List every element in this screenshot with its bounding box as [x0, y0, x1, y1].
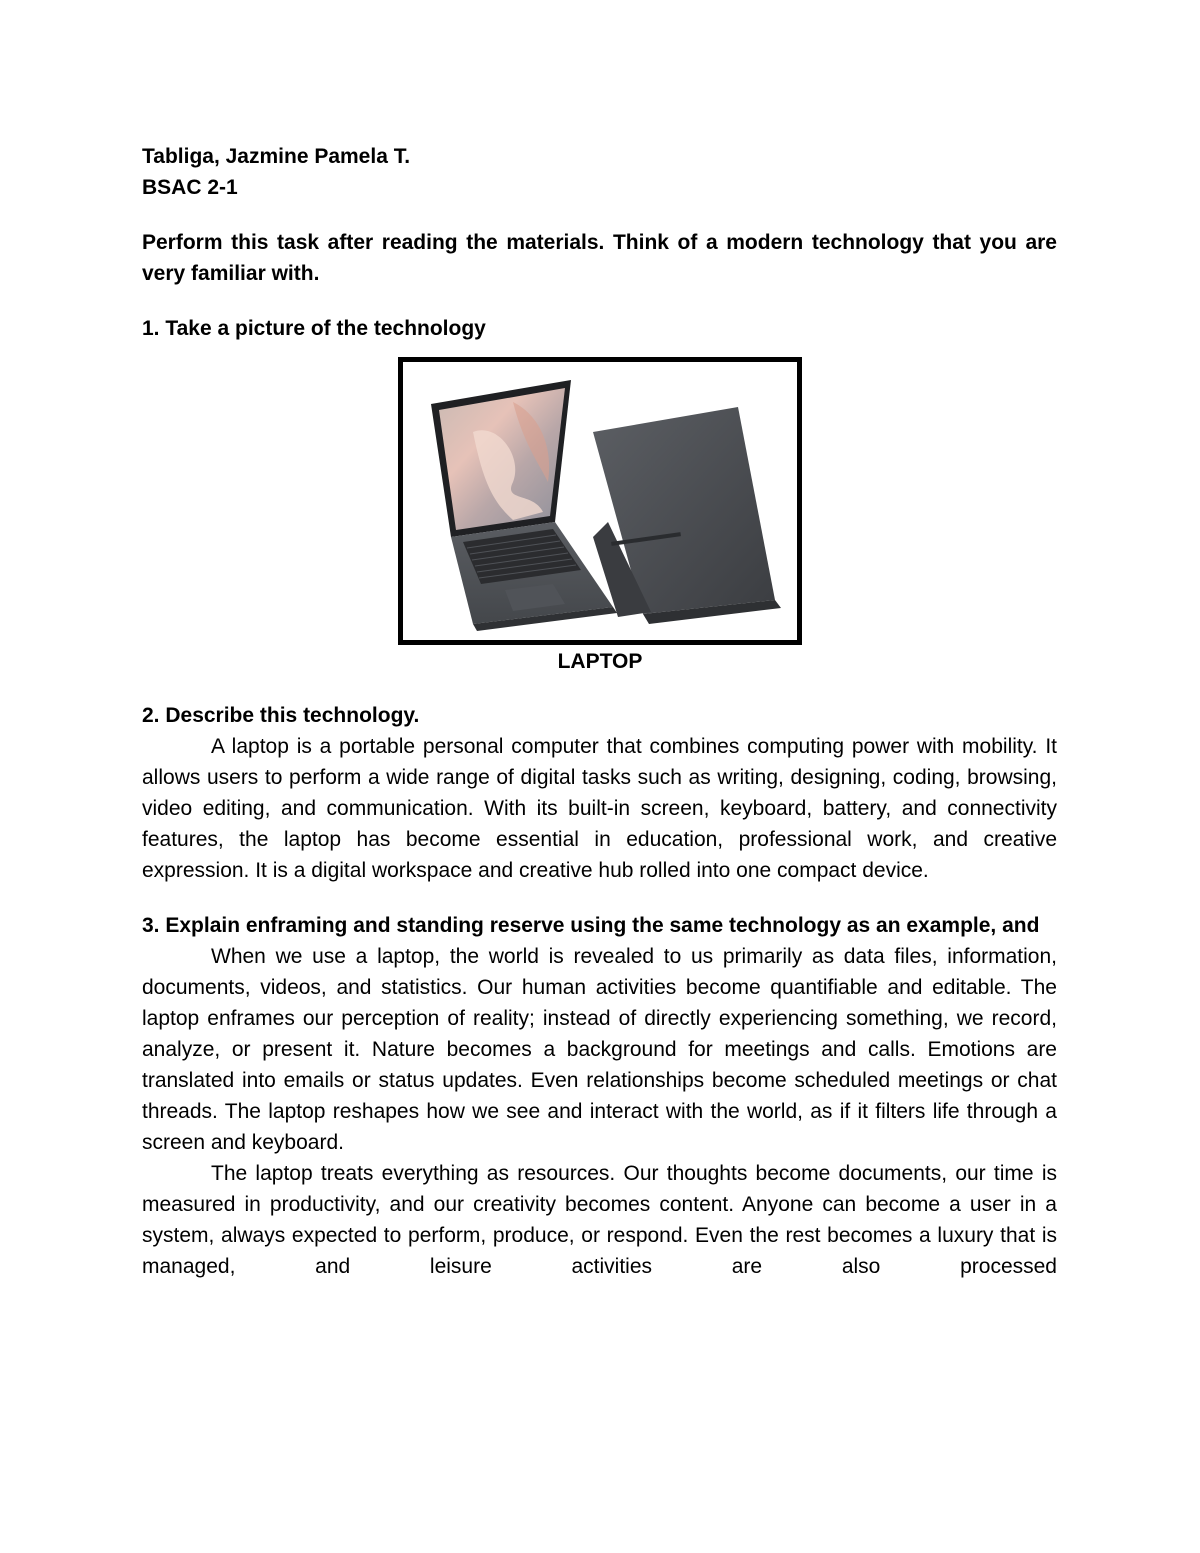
question-1-heading: 1. Take a picture of the technology — [142, 317, 486, 340]
question-3-answer-paragraph-2: The laptop treats everything as resources. Our thoughts become documents, our time is measured in productivity, and our creativity becomes content. Anyone can become a user in a system, always expected to perform, produce, or respond. Even the rest becomes a luxury that is managed, and leisure activities are also processed — [142, 1162, 1057, 1278]
document-header — [142, 141, 1057, 344]
laptop-photo-icon — [403, 362, 797, 640]
document-body — [142, 700, 1057, 1282]
figure-caption: LAPTOP — [557, 650, 643, 673]
question-3-heading: 3. Explain enframing and standing reserve using the same technology as an example, and — [142, 914, 1040, 937]
student-name: Tabliga, Jazmine Pamela T. — [142, 145, 411, 168]
student-section: BSAC 2-1 — [142, 176, 238, 199]
question-3-answer-paragraph-1: When we use a laptop, the world is revealed to us primarily as data files, information, documents, videos, and statistics. Our human activities become quantifiable and editable. The laptop enframes our perception of reality; instead of directly experiencing something, we record, analyze, or present it. Nature becomes a background for meetings and calls. Emotions are translated into emails or status updates. Even relationships become scheduled meetings or chat threads. The laptop reshapes how we see and interact with the world, as if it filters life through a screen and keyboard. — [142, 945, 1057, 1154]
task-instruction: Perform this task after reading the materials. Think of a modern technology that you are very familiar with. — [142, 231, 1057, 285]
question-2-answer: A laptop is a portable personal computer that combines computing power with mobility. It allows users to perform a wide range of digital tasks such as writing, designing, coding, browsing, video editing, and communication. With its built-in screen, keyboard, battery, and connectivity features, the laptop has become essential in education, professional work, and creative expression. It is a digital workspace and creative hub rolled into one compact device. — [142, 735, 1057, 882]
laptop-photo-frame — [398, 357, 802, 645]
question-2-heading: 2. Describe this technology. — [142, 704, 420, 727]
